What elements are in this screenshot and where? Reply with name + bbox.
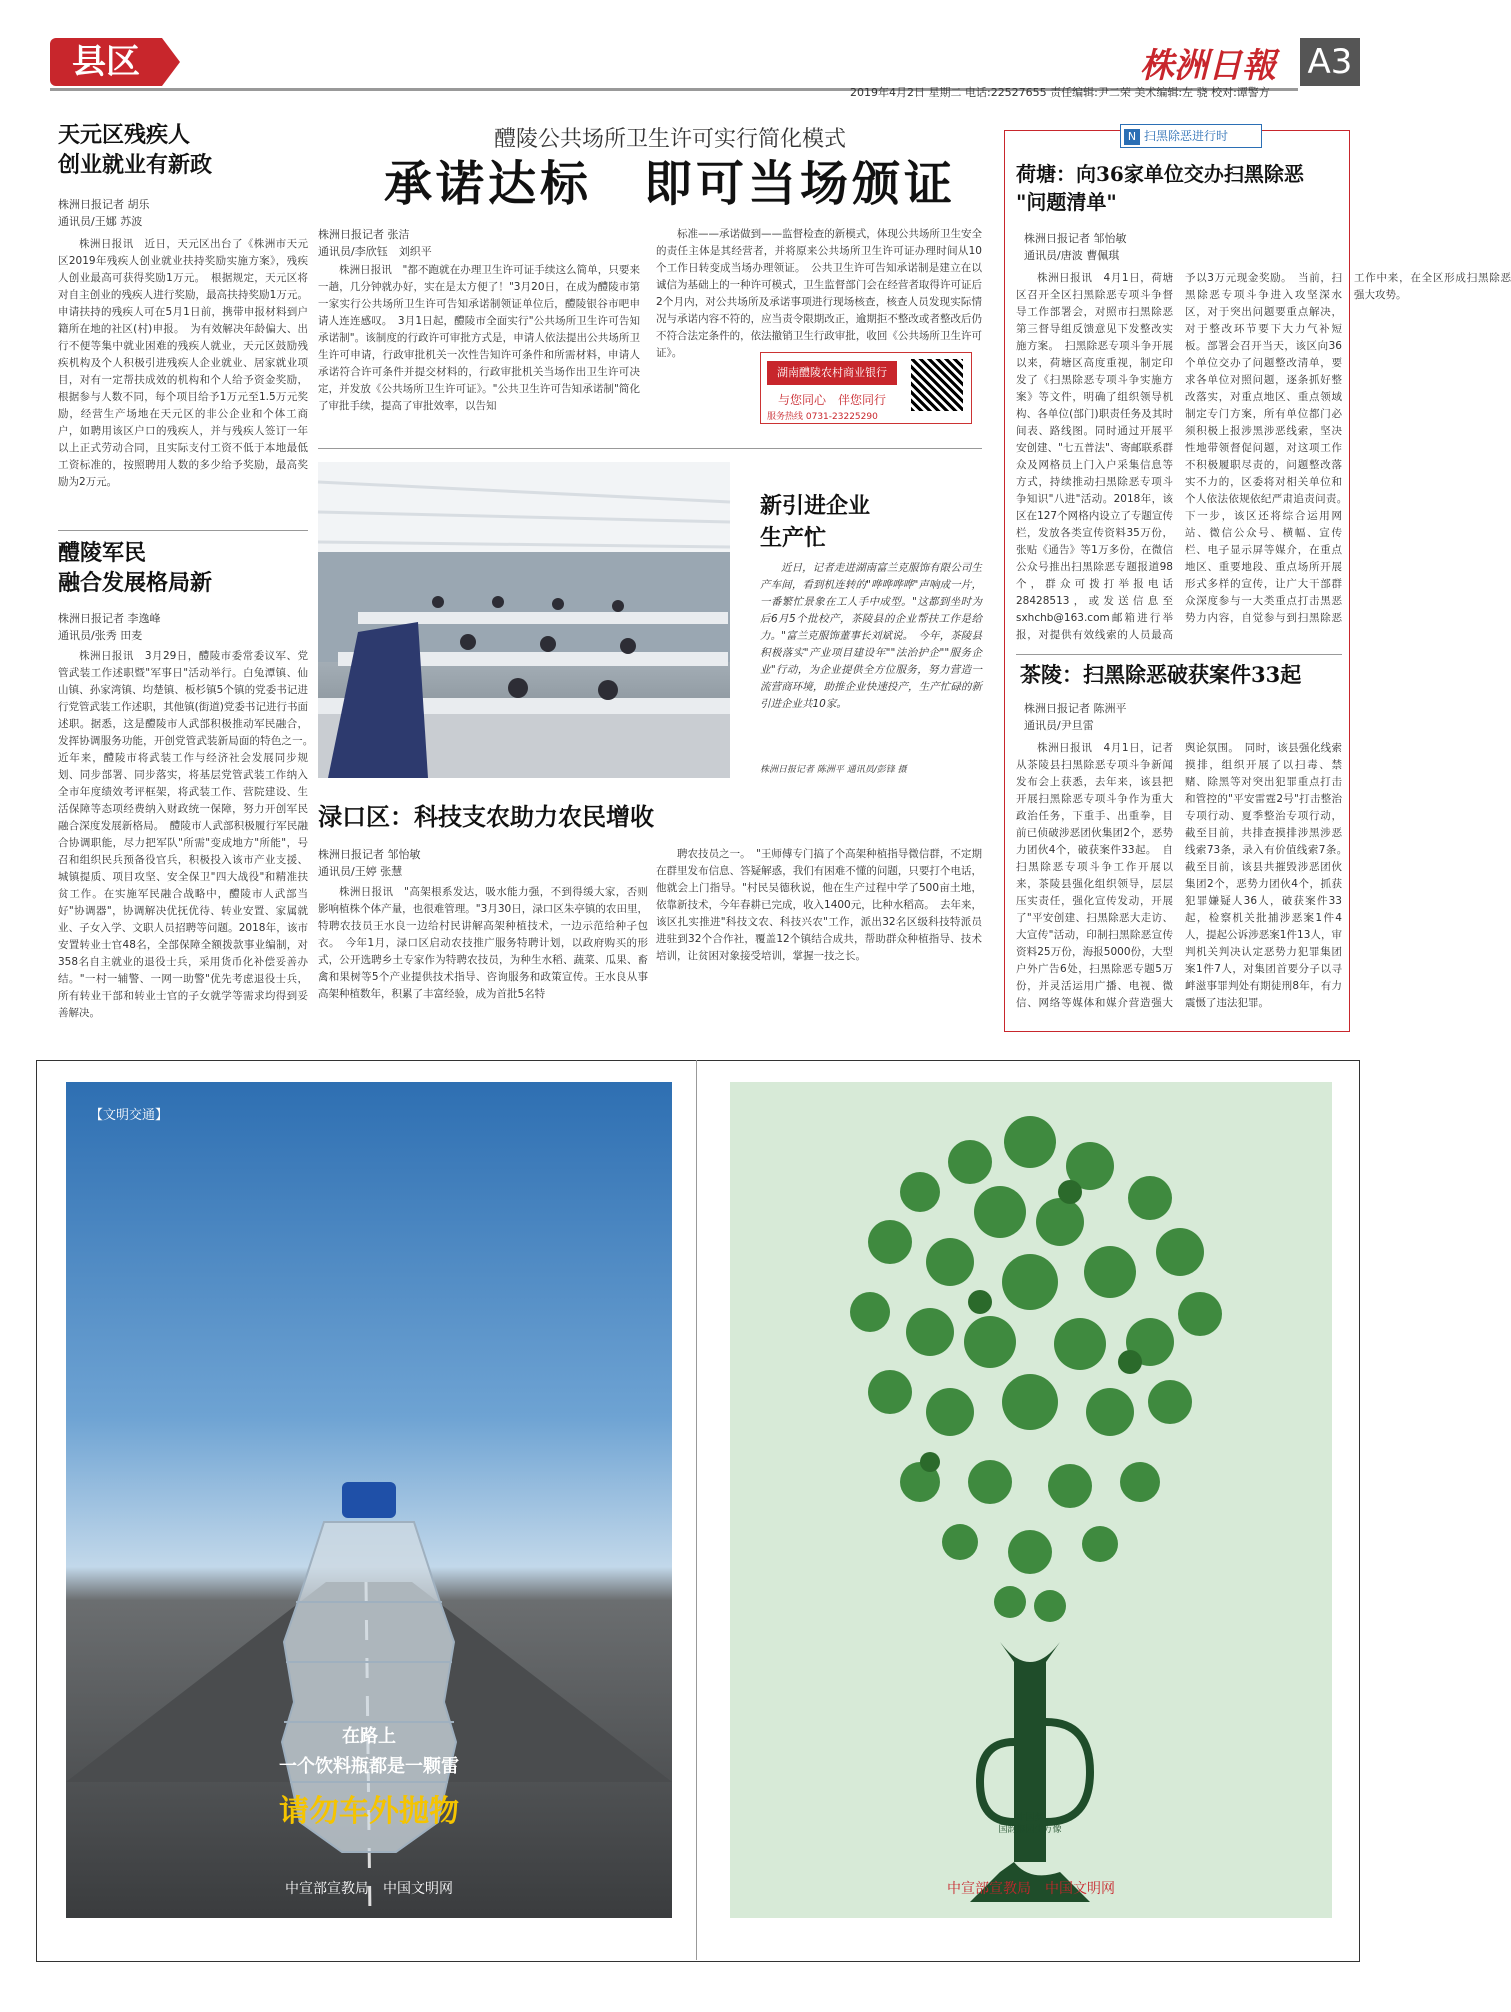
lukou-byline: 株洲日报记者 邹怡敏 通讯员/王婷 张慧 (318, 848, 421, 878)
ad-traffic-line3: 请勿车外抛物 (279, 1794, 459, 1829)
bank-slogan: 与您同心 伴您同行 (777, 393, 886, 407)
divider (1016, 654, 1342, 655)
article-byline-liling: 株洲日报记者 李逸峰 通讯员/张秀 田麦 (58, 612, 161, 642)
ad-forest-footer: 中宣部宣教局 中国文明网 (947, 1881, 1115, 1897)
feature-body: 近日，记者走进湖南富兰克服饰有限公司生产车间，看到机连转的"哗哗哗哗"声响成一片，一番繁忙景象在工人手中成型。"这都到坐时为后6月5个批校产，茶陵县的企业帮扶工作是给力。"富兰克服饰董事长刘斌说。 今年，茶陵县积极落实"产业项目建设年""法治护企""服务企业"行动，为企业提供全方位服务，努力营造一流营商环境，助推企业快速投产，生产忙碌的新引进企业共10家。 (760, 562, 982, 710)
bank-ad (760, 352, 972, 424)
article-body-liling: 株洲日报讯 3月29日，醴陵市委常委议军、党管武装工作述职暨"军事日"活动举行。白兔潭镇、仙山镇、孙家湾镇、均楚镇、板杉镇5个镇的党委书记进行党管武装工作述职，其他镇(街道)党委书记进行书面述职。据悉，这是醴陵市人武部积极推动军民融合，发挥协调服务功能，开创党管武装新局面的特色之一。 近年来，醴陵市将武装工作与经济社会发展同步规划、同步部署、同步落实，将基层党管武装工作纳入全市年度绩效考评框架，将武装工作、营院建设、生活保障等态项经费纳入财政统一保障，努力开创军民融合深度发展新格局。 醴陵市人武部积极履行军民融合协调职能，尽力把军队"所需"变成地方"所能"，号召和组织民兵预备役官兵，积极投入该市产业支援、城镇提质、项目攻坚、安全保卫"四大战役"和精准扶贫工作。在实施军民融合战略中，醴陵市人武部当好"协调器"，协调解决优抚优待、转业安置、家属就业、子女入学、文职人员招聘等问题。2018年，该市安置转业士官48名，全部保障全额拨款事业编制，对358名自主就业的退役士兵，采用货币化补偿妥善办结。"一村一辅警、一网一助警"优先考虑退役士兵，所有转业干部和转业士官的子女就学等需求均得到妥善解决。 (58, 650, 319, 1019)
article-title-liling: 醴陵军民 融合发展格局新 (58, 540, 213, 596)
page-number: A3 (1300, 38, 1360, 86)
hetang-body: 株洲日报讯 4月1日，荷塘区召开全区扫黑除恶专项斗争督导工作部署会，对照市扫黑除恶第三督导组反馈意见下发整改实施方案。 扫黑除恶专项斗争开展以来，荷塘区高度重视，制定印发了《扫黑除恶专项斗争实施方案》等文件，明确了组织领导机构、各单位(部门)职责任务及其时间表、路线图。同时通过开展平安创建、"七五普法"、寄邮联系群众及网格员上门入户采集信息等方式，持续推动扫黑除恶专项斗争知识"八进"活动。2018年，该区在127个网格内设立了专题宣传栏，发放各类宣传资料35万份，张贴《通告》等1万多份，在微信公众号推出扫黑除恶专题报道98个，群众可拨打举报电话28428513，或发送信息至sxhchb@163.com邮箱进行举报，对提供有效线索的人员最高予以3万元现金奖励。 当前，扫黑除恶专项斗争进入攻坚深水区，对于突出问题要重点解决，对于整改环节要下大力气补短板。部署会召开当天，该区向36个单位交办了问题整改清单，要求各单位对照问题，逐条抓好整改落实，对重点地区、重点领域制定专门方案，所有单位都门必须积极上报涉黑涉恶线索，坚决性地带领督促问题，对这项工作不积极履职尽责的，问题整改落实不力的，区委将对相关单位和个人依法依规依纪严肃追责问责。 下一步，该区还将综合运用网站、微信公众号、横幅、宣传栏、电子显示屏等媒介，在重点地区、重要地段、重点场所开展形式多样的宣传，让广大干部群众深度参与一大类重点打击黑恶势力内容，自觉参与到扫黑除恶工作中来，在全区形成扫黑除恶强大攻势。 (1016, 272, 1511, 641)
lead-kicker: 醴陵公共场所卫生许可实行简化模式 (493, 127, 846, 152)
qr-code-icon (911, 359, 963, 411)
chaling-headline: 茶陵：扫黑除恶破获案件33起 (1020, 662, 1302, 687)
lead-byline: 株洲日报记者 张洁 通讯员/李欣钰 刘织平 (318, 228, 432, 258)
chaling-body: 株洲日报讯 4月1日，记者从茶陵县扫黑除恶专项斗争新闻发布会上获悉，去年来，该县把开展扫黑除恶专项斗争作为重大政治任务，下重手、出重拳，目前已侦破涉恶团伙集团2个，恶势力团伙4个，破获案件33起。 自扫黑除恶专项斗争工作开展以来，茶陵县强化组织领导，层层压实责任，强化宣传发动，开展了"平安创建、扫黑除恶大走访、大宣传"活动，印制扫黑除恶宣传资料25万份，海报5000份，大型户外广告6处，扫黑除恶专题5万份，并灵活运用广播、电视、微信、网络等媒体和媒介营造强大舆论氛围。 同时，该县强化线索摸排，组织开展了以扫毒、禁赌、除黑等对突出犯罪重点打击和管控的"平安雷霆2号"打击整治专项行动、夏季整治专项行动，截至目前，共排查摸排涉黑涉恶线索73条，录入有价值线索7条。 截至目前，该县共摧毁涉恶团伙集团2个，恶势力团伙4个，抓获犯罪嫌疑人36人，破获案件33起，检察机关批捕涉恶案1件4人，提起公诉涉恶案1件13人，审判机关判决认定恶势力犯罪集团案1件7人，对集团首要分子以寻衅滋事罪判处有期徒刑8年，有力震慑了违法犯罪。 (1016, 742, 1353, 1009)
article-byline-tianyuan: 株洲日报记者 胡乐 通讯员/王娜 苏波 (58, 198, 150, 228)
lead-body-col2: 标准——承诺做到——监督检查的新模式，体现公共场所卫生安全的责任主体是其经营者，并将原来公共场所卫生许可证办理时间从10个工作日转变成当场办理领证。 公共卫生许可告知承诺制是建立在以诚信为基础上的一种许可模式，卫生监督部门会在经营者取得许可证后2个月内，对公共场所及承诺事项进行现场核查，核查人员发现实际情况与承诺内容不符的，应当责令限期改正，逾期拒不整改或者整改后仍不符合法定条件的，依法撤销卫生行政审批，收回《公共场所卫生许可证》。 (656, 228, 982, 359)
ad-traffic-line2: 一个饮料瓶都是一颗雷 (279, 1756, 459, 1777)
lead-body-col1: 株洲日报讯 "都不跑就在办理卫生许可证手续这么简单，只要来一趟，几分钟就办好，实在是太方便了！"3月20日，在成为醴陵市第一家实行公共场所卫生许可告知承诺制领证单位后，醴陵银谷市吧申请人连连感叹。 3月1日起，醴陵市全面实行"公共场所卫生许可告知承诺制"。该制度的行政许可审批方式是，申请人依法提出公共场所卫生许可申请，行政审批机关一次性告知许可条件和所需材料，申请人承诺符合许可条件并提交材料的，行政审批机关当场作出卫生许可决定，并发放《公共场所卫生许可证》。"公共卫生许可告知承诺制"简化了审批手续，提高了审批效率，以告知 (318, 264, 640, 412)
article-body-tianyuan: 株洲日报讯 近日，天元区出台了《株洲市天元区2019年残疾人创业就业扶持奖励实施方案》，残疾人创业最高可获得奖励1万元。 根据规定，天元区将对自主创业的残疾人进行奖励，最高扶持奖励1万元。申请扶持的残疾人可在5月1日前，携带申报材料到户籍所在地的社区(村)申报。 为有效解决年龄偏大、出行不便等集中就业困难的残疾人就业，天元区鼓励残疾机构及个人积极引进残疾人企业就业、居家就业项目，对有一定帮扶成效的机构和个人给予资金奖励，根据参与人数不同，每个项目给予1万元至1.5万元奖励，经营生产场地在天元区的非公企业和个体工商户，如聘用该区户口的残疾人，并与残疾人签订一年以上正式劳动合同，且实际支付工资不低于本地最低工资标准的，按照聘用人数的多少给予奖励，最高奖励为2万元。 (58, 238, 308, 488)
bank-logo: 湖南醴陵农村商业银行 (767, 361, 897, 385)
ad-traffic-tag: 【文明交通】 (90, 1108, 169, 1123)
ad-traffic-poster (66, 1082, 672, 1918)
ad-traffic-footer: 中宣部宣教局 中国文明网 (285, 1881, 453, 1897)
lukou-body-col1: 株洲日报讯 "高架根系发达，吸水能力强，不到得缓大家，否则影响植株个体产量，也很难管理。"3月30日，渌口区朱亭镇的农田里，特聘农技员王水良一边给村民讲解高架种植技术，一边示范给种子包衣。 今年1月，渌口区启动农技推广服务特聘计划，以政府购买的形式，公开选聘乡土专家作为特聘农技员，为种生水稻、蔬菜、瓜果、畜禽和果树等5个产业提供技术指导、咨询服务和政策宣传。王水良从事高架种植数年，积累了丰富经验，成为首批5名特 (318, 886, 648, 1000)
sweep-tag (1120, 124, 1262, 148)
divider (318, 448, 982, 449)
section-tag: 县区 (50, 38, 162, 86)
divider (58, 530, 308, 531)
sweep-tag-label: 扫黑除恶进行时 (1144, 129, 1229, 143)
lukou-body-col2: 聘农技员之一。 "王师傅专门搞了个高架种植指导微信群，不定期在群里发布信息、答疑解惑，我们有困难不懂的问题，只要打个电话，他就会上门指导。"村民吴德秋说，他在生产过程中学了500亩土地，依靠新技术，今年春耕已完成，收入1400元，比种水稻高。 去年来，该区扎实推进"科技文农、科技兴农"工作，派出32名区级科技特派员进驻到32个合作社，覆盖12个镇结合成共，帮助群众种植指导、技术培训，让贫困对象接受培训，掌握一技之长。 (656, 848, 982, 962)
chaling-byline: 株洲日报记者 陈洲平 通讯员/尹旦雷 (1024, 702, 1127, 732)
bank-tel: 服务热线 0731-23225290 (767, 412, 878, 422)
dateline: 2019年4月2日 星期二 电话:22527655 责任编辑:尹二荣 美术编辑:左 骁 校对:谭警方 (850, 86, 1270, 99)
article-title-tianyuan: 天元区残疾人 创业就业有新政 (58, 122, 213, 178)
factory-workshop-image (318, 462, 730, 778)
ads-divider (696, 1060, 697, 1960)
masthead: 株洲日報 (1140, 46, 1276, 86)
trumpet-forest-image (730, 1082, 1332, 1918)
lead-headline: 承诺达标 即可当场颁证 (383, 156, 956, 212)
feature-credit: 株洲日报记者 陈洲平 通讯员/彭锋 摄 (760, 765, 907, 775)
hetang-headline: 荷塘：向36家单位交办扫黑除恶 "问题清单" (1016, 162, 1304, 214)
n-icon: N (1124, 129, 1140, 145)
ad-forest-poster (730, 1082, 1332, 1918)
hetang-byline: 株洲日报记者 邹怡敏 通讯员/唐波 曹佩琪 (1024, 232, 1127, 262)
feature-title: 新引进企业 生产忙 (760, 493, 871, 551)
ad-traffic-line1: 在路上 (342, 1726, 396, 1747)
factory-photo (318, 462, 730, 778)
lukou-headline: 渌口区：科技支农助力农民增收 (318, 802, 654, 831)
ad-forest-caption: 中国梦 国韵继园生万像 (998, 1813, 1062, 1835)
